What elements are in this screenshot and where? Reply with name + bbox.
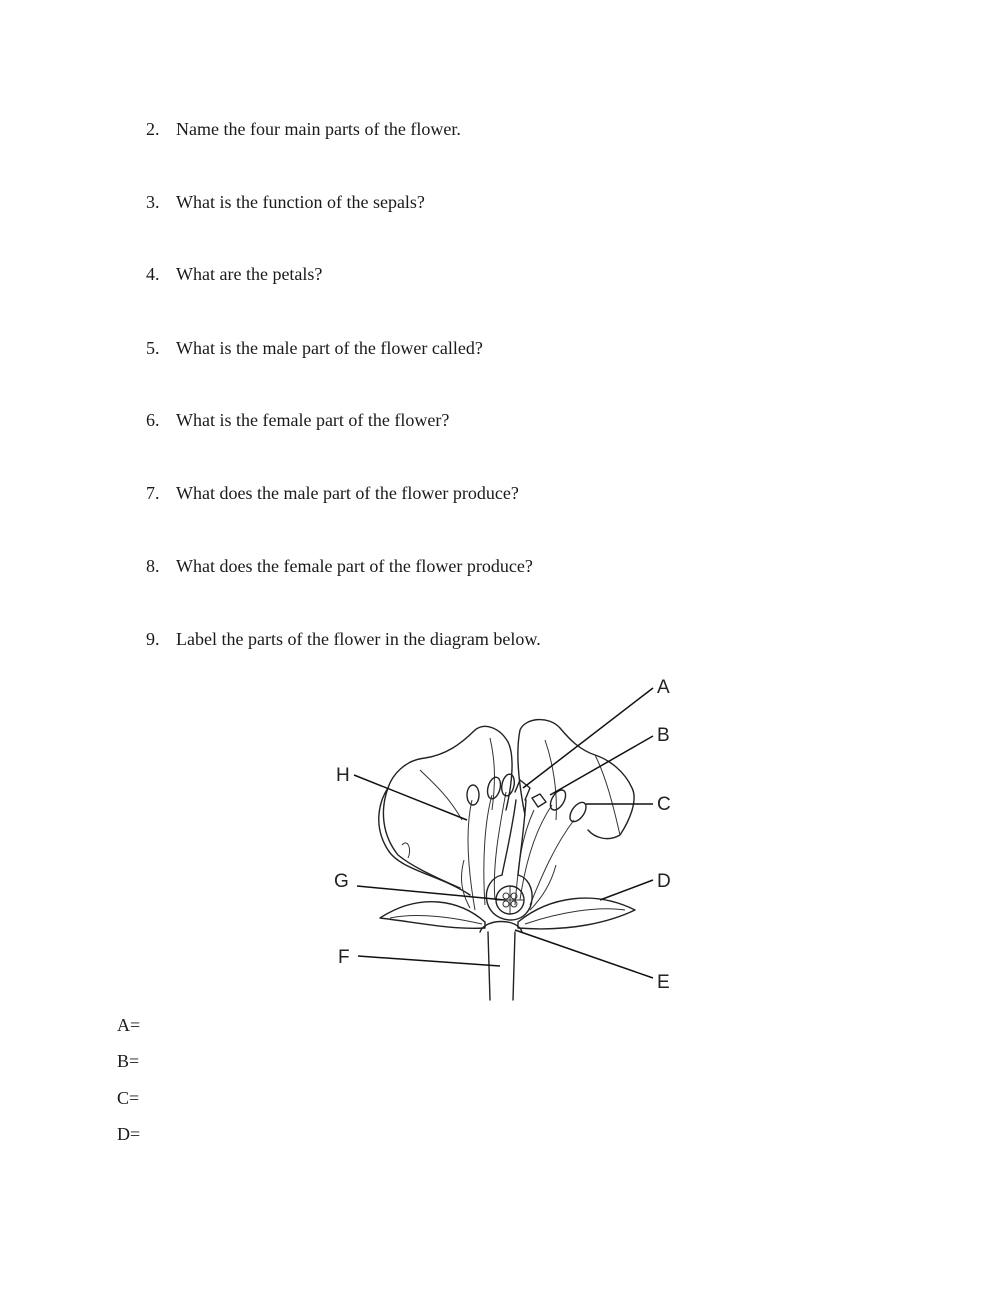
question-number: 5. (146, 338, 160, 358)
question-number: 6. (146, 410, 160, 430)
question-text: Label the parts of the flower in the diagram below. (176, 629, 541, 649)
diagram-label-h: H (336, 765, 350, 786)
diagram-label-e: E (657, 972, 670, 993)
diagram-label-c: C (657, 794, 671, 815)
question-text: What does the male part of the flower produce? (176, 483, 519, 503)
question-text: What is the function of the sepals? (176, 192, 425, 212)
question-text: Name the four main parts of the flower. (176, 119, 461, 139)
question-7 (146, 482, 519, 504)
question-text: What does the female part of the flower produce? (176, 556, 533, 576)
question-3 (146, 191, 425, 213)
question-text: What are the petals? (176, 264, 323, 284)
question-number: 9. (146, 629, 160, 649)
question-number: 8. (146, 556, 160, 576)
question-number: 3. (146, 192, 160, 212)
question-2 (146, 118, 461, 140)
diagram-label-g: G (334, 871, 349, 892)
question-number: 7. (146, 483, 160, 503)
diagram-label-f: F (338, 947, 350, 968)
question-8 (146, 555, 533, 577)
diagram-label-b: B (657, 725, 670, 746)
diagram-label-d: D (657, 871, 671, 892)
answer-b: B= (117, 1051, 140, 1071)
question-9 (146, 628, 541, 650)
question-text: What is the female part of the flower? (176, 410, 450, 430)
flower-diagram (320, 660, 700, 1010)
flower-stamens (462, 773, 590, 910)
question-text: What is the male part of the flower called? (176, 338, 483, 358)
diagram-label-a: A (657, 677, 670, 698)
question-number: 4. (146, 264, 160, 284)
answer-a: A= (117, 1015, 141, 1035)
question-5 (146, 337, 483, 359)
question-number: 2. (146, 119, 160, 139)
question-4 (146, 263, 322, 285)
answer-c: C= (117, 1088, 140, 1108)
label-leaders (354, 688, 653, 978)
question-6 (146, 409, 449, 431)
answer-d: D= (117, 1124, 141, 1144)
